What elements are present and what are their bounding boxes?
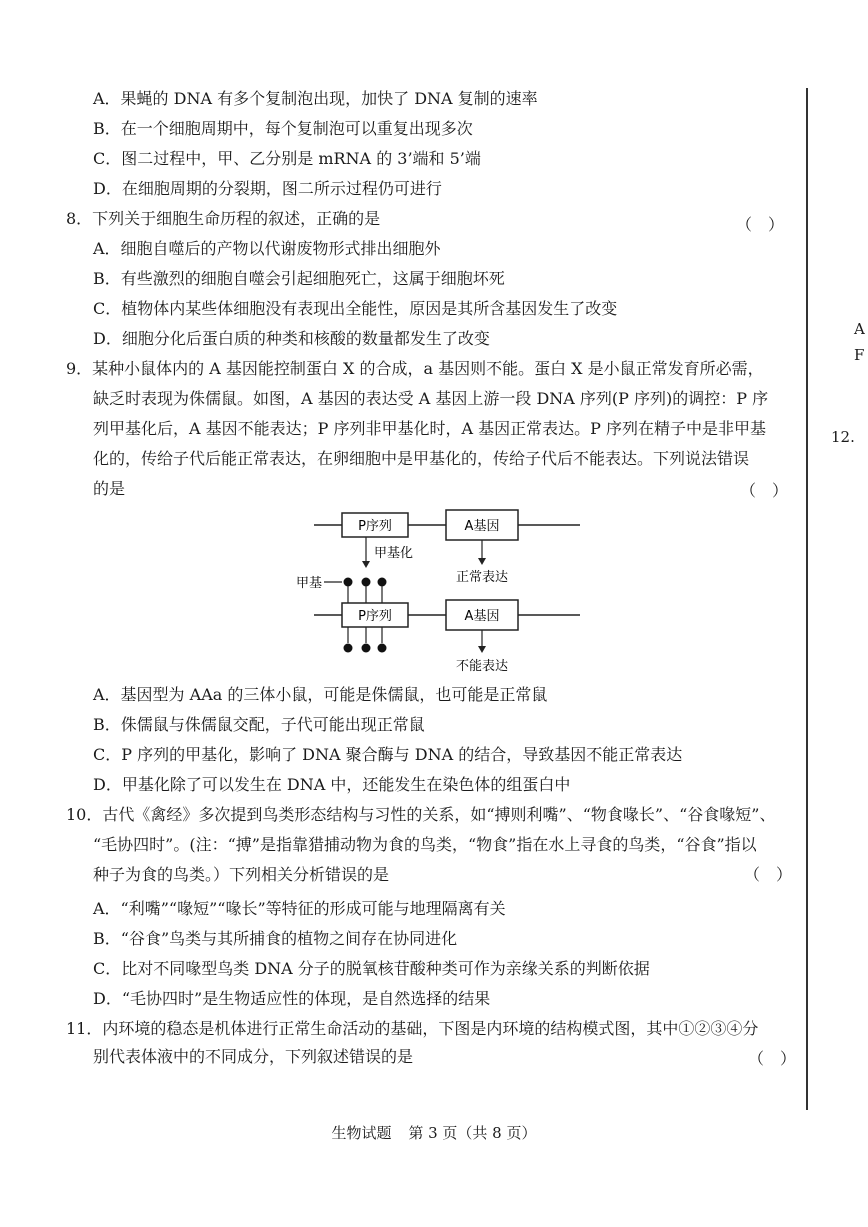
q8-option-d: D．细胞分化后蛋白质的种类和核酸的数量都发生了改变	[93, 329, 490, 348]
methylation-label: 甲基化	[374, 546, 414, 561]
q10-stem-line3: 种子为食的鸟类。）下列相关分析错误的是	[93, 865, 390, 884]
margin-fragment-f: F	[854, 346, 865, 364]
q8-stem: 8．下列关于细胞生命历程的叙述，正确的是	[66, 209, 381, 228]
margin-question-12: 12.	[831, 428, 855, 446]
q8-option-c: C．植物体内某些体细胞没有表现出全能性，原因是其所含基因发生了改变	[93, 299, 618, 318]
q10-option-c: C．比对不同喙型鸟类 DNA 分子的脱氧核苷酸种类可作为亲缘关系的判断依据	[93, 959, 650, 978]
q10-stem-line2: “毛协四时”。(注：“搏”是指靠猎捕动物为食的鸟类，“物食”指在水上寻食的鸟类，“谷食”指以	[93, 835, 757, 854]
q10-option-d: D．“毛协四时”是生物适应性的体现，是自然选择的结果	[93, 989, 491, 1008]
no-expression-label: 不能表达	[455, 659, 509, 674]
q9-stem-line4: 化的，传给子代后能正常表达，在卵细胞中是甲基化的，传给子代后不能表达。下列说法错误	[93, 449, 750, 468]
a-gene-label-bottom: A基因	[464, 609, 500, 624]
q11-stem-line1: 11．内环境的稳态是机体进行正常生命活动的基础，下图是内环境的结构模式图，其中①②③④分	[66, 1019, 759, 1038]
q8-option-a: A．细胞自噬后的产物以代谢废物形式排出细胞外	[93, 239, 441, 258]
methyl-label: 甲基	[296, 576, 323, 591]
q10-option-b: B．“谷食”鸟类与其所捕食的植物之间存在协同进化	[93, 929, 458, 948]
methyl-group-bottom-2	[362, 644, 371, 653]
margin-fragment-a: A	[854, 320, 865, 338]
q9-answer-paren: （ ）	[740, 481, 789, 500]
right-column-divider	[806, 88, 808, 1110]
methylation-arrowhead	[362, 561, 370, 568]
methyl-group-bottom-1	[344, 644, 353, 653]
q8-answer-paren: （ ）	[736, 215, 785, 234]
no-expression-arrowhead	[478, 646, 486, 653]
methyl-group-top-2	[362, 578, 371, 587]
methyl-group-bottom-3	[378, 644, 387, 653]
p-sequence-label-bottom: P序列	[358, 609, 392, 624]
a-gene-label-top: A基因	[464, 519, 500, 534]
p-sequence-label-top: P序列	[358, 519, 392, 534]
normal-expression-arrowhead	[478, 558, 486, 565]
q7-option-d: D．在细胞周期的分裂期，图二所示过程仍可进行	[93, 179, 442, 198]
page-footer	[0, 1122, 868, 1143]
q11-answer-paren: （ ）	[748, 1049, 797, 1068]
q9-stem-line1: 9．某种小鼠体内的 A 基因能控制蛋白 X 的合成，a 基因则不能。蛋白 X 是小鼠正常发育所必需，	[66, 359, 764, 378]
q7-option-c: C．图二过程中，甲、乙分别是 mRNA 的 3’端和 5’端	[93, 149, 481, 168]
q10-option-a: A．“利嘴”“喙短”“喙长”等特征的形成可能与地理隔离有关	[93, 899, 506, 918]
footer-page-number: 第 3 页（共 8 页）	[408, 1124, 537, 1142]
q9-option-c: C．P 序列的甲基化，影响了 DNA 聚合酶与 DNA 的结合，导致基因不能正常表达	[93, 745, 683, 764]
methyl-group-top-1	[344, 578, 353, 587]
normal-expression-label: 正常表达	[455, 570, 509, 585]
q9-option-d: D．甲基化除了可以发生在 DNA 中，还能发生在染色体的组蛋白中	[93, 775, 571, 794]
q9-stem-line2: 缺乏时表现为侏儒鼠。如图，A 基因的表达受 A 基因上游一段 DNA 序列(P 序列)的调控：P 序	[93, 389, 769, 408]
q9-stem-line3: 列甲基化后，A 基因不能表达；P 序列非甲基化时，A 基因正常表达。P 序列在精子中是非甲基	[93, 419, 766, 438]
footer-subject: 生物试题	[331, 1124, 392, 1142]
q10-stem-line1: 10．古代《禽经》多次提到鸟类形态结构与习性的关系，如“搏则利嘴”、“物食喙长”、“谷食喙短”、	[66, 805, 776, 824]
q8-option-b: B．有些激烈的细胞自噬会引起细胞死亡，这属于细胞坏死	[93, 269, 505, 288]
q9-option-a: A．基因型为 AAa 的三体小鼠，可能是侏儒鼠，也可能是正常鼠	[93, 685, 548, 704]
q9-stem-line5: 的是	[93, 479, 126, 498]
q9-option-b: B．侏儒鼠与侏儒鼠交配，子代可能出现正常鼠	[93, 715, 425, 734]
q10-answer-paren: （ ）	[744, 865, 793, 884]
q7-option-b: B．在一个细胞周期中，每个复制泡可以重复出现多次	[93, 119, 473, 138]
methyl-group-top-3	[378, 578, 387, 587]
q11-stem-line2: 别代表体液中的不同成分，下列叙述错误的是	[93, 1047, 414, 1066]
q7-option-a: A．果蝇的 DNA 有多个复制泡出现，加快了 DNA 复制的速率	[93, 89, 538, 108]
methylation-diagram	[290, 505, 590, 680]
